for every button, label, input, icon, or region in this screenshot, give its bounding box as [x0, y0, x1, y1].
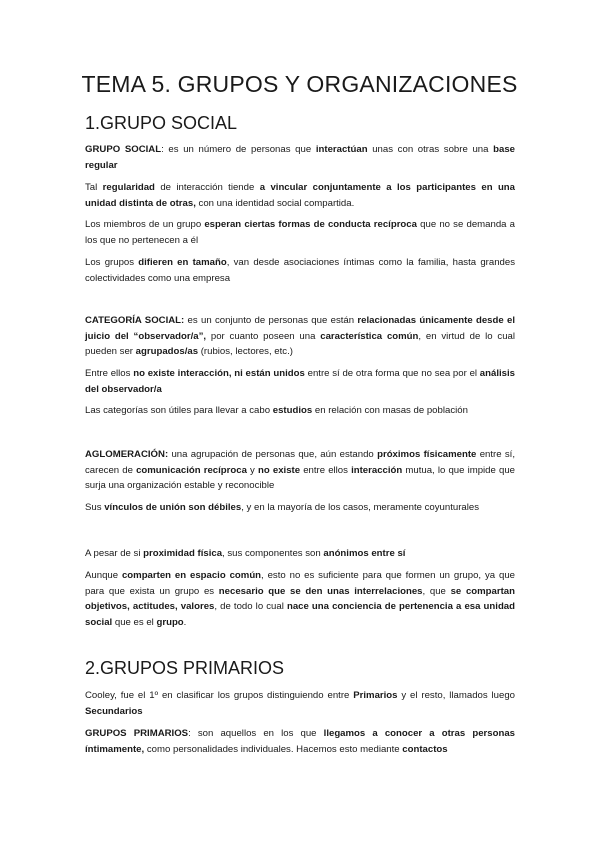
bold-text: Primarios: [353, 690, 398, 701]
section-heading-grupos-primarios: 2.GRUPOS PRIMARIOS: [85, 658, 285, 678]
bold-text: interacción: [351, 464, 403, 476]
bold-text: no existe interacción, ni están unidos: [133, 368, 305, 379]
bold-text: necesario que se den unas interrelaciones: [218, 585, 423, 597]
paragraph-no-interaccion: [85, 366, 515, 397]
text-run: entre sí de otra forma que no sea por el: [304, 368, 480, 379]
bold-text: regularidad: [102, 182, 155, 193]
paragraph-regularidad: [85, 180, 515, 211]
text-run: Cooley, fue el 1º en clasificar los grupos distinguiendo entre: [85, 690, 354, 701]
bold-text: nace una conciencia de pertenencia a esa unidad social: [85, 601, 515, 628]
text-run: : es un número de personas que: [161, 144, 316, 155]
text-run: entre ellos: [300, 464, 352, 476]
text-run: por cuanto poseen una: [206, 330, 321, 342]
bold-text: se compartan objetivos, actitudes, valores: [85, 585, 515, 612]
bold-text: análisis del observador/a: [85, 368, 515, 395]
bold-text: base regular: [85, 144, 515, 171]
bold-text: comparten en espacio común: [121, 570, 262, 581]
text-run: , de todo lo cual: [214, 601, 287, 612]
bold-text: Secundarios: [85, 705, 143, 717]
bold-text: a vincular conjuntamente a los participantes en una unidad distinta de otras,: [85, 182, 515, 209]
paragraph-aglomeracion: [85, 447, 515, 494]
bold-text: CATEGORÍA SOCIAL:: [85, 315, 185, 326]
paragraph-tamano: [85, 255, 515, 286]
bold-text: GRUPOS PRIMARIOS: [85, 728, 189, 739]
bold-text: estudios: [272, 405, 313, 416]
bold-text: anónimos entre sí: [323, 548, 406, 559]
bold-text: próximos físicamente: [377, 449, 477, 460]
text-run: es un conjunto de personas que están: [184, 315, 358, 326]
text-run: que no se demanda a los que no pertenecen a él: [85, 219, 516, 246]
bold-text: agrupados/as: [135, 346, 199, 357]
text-run: y el resto, llamados luego: [397, 690, 516, 701]
text-run: , sus componentes son: [222, 548, 324, 559]
paragraph-estudios: [85, 403, 515, 419]
document-title: TEMA 5. GRUPOS Y ORGANIZACIONES: [81, 71, 518, 97]
bold-text: llegamos a conocer a otras personas íntimamente,: [85, 728, 515, 755]
text-run: Entre ellos: [85, 368, 134, 379]
bold-text: interactúan: [315, 144, 368, 155]
bold-text: comunicación recíproca: [136, 464, 247, 476]
text-run: .: [183, 616, 187, 628]
bold-text: relacionadas únicamente desde el juicio del “observador/a”,: [85, 315, 516, 342]
bold-text: proximidad física: [143, 548, 223, 559]
bold-text: AGLOMERACIÓN:: [85, 449, 169, 460]
text-run: y: [246, 464, 258, 476]
paragraph-categoria-social: [85, 313, 515, 360]
text-run: una agrupación de personas que, aún estando: [168, 449, 378, 460]
text-run: (rubios, lectores, etc.): [198, 346, 293, 357]
bold-text: difieren en tamaño: [138, 257, 227, 268]
paragraph-espacio-comun: [85, 568, 515, 630]
text-run: Los miembros de un grupo: [85, 219, 205, 230]
paragraph-miembros: [85, 217, 515, 248]
bold-text: grupo: [156, 616, 184, 628]
text-run: , y en la mayoría de los casos, meramente coyunturales: [241, 502, 480, 513]
text-run: : son aquellos en los que: [188, 728, 324, 739]
text-run: con una identidad social compartida.: [195, 197, 355, 209]
text-run: mutua, lo que impide que surja una organización estable y reconocible: [85, 464, 515, 491]
bold-text: contactos: [402, 743, 448, 755]
text-run: Los grupos: [85, 257, 139, 268]
text-run: en relación con masas de población: [312, 405, 468, 416]
text-run: , van desde asociaciones íntimas como la familia, hasta grandes colectividades como una empresa: [85, 257, 515, 284]
text-run: , esto no es suficiente para que formen un grupo, ya que para que exista un grupo es: [85, 570, 515, 597]
text-run: , que: [422, 585, 451, 597]
bold-text: no existe: [258, 464, 301, 476]
text-run: , en virtud de lo cual pueden ser: [85, 330, 515, 357]
text-run: que es el: [112, 616, 157, 628]
text-run: como personalidades individuales. Hacemos esto mediante: [144, 743, 403, 755]
paragraph-grupos-primarios: [85, 726, 515, 757]
text-run: A pesar de si: [85, 548, 144, 559]
text-run: Aunque: [85, 570, 122, 581]
text-run: entre sí, carecen de: [85, 449, 516, 476]
bold-text: GRUPO SOCIAL: [85, 144, 162, 155]
paragraph-cooley: [85, 688, 515, 719]
paragraph-grupo-social: [85, 142, 515, 173]
section-heading-grupo-social: 1.GRUPO SOCIAL: [85, 113, 238, 133]
bold-text: vínculos de unión son débiles: [104, 502, 242, 513]
bold-text: característica común: [320, 330, 419, 342]
text-run: Tal: [85, 182, 103, 193]
text-run: Sus: [85, 502, 105, 513]
text-run: unas con otras sobre una: [367, 144, 494, 155]
bold-text: esperan ciertas formas de conducta recíproca: [204, 219, 417, 230]
text-run: de interacción tiende: [154, 182, 260, 193]
paragraph-vinculos: [85, 500, 515, 516]
paragraph-proximidad: [85, 546, 515, 562]
text-run: Las categorías son útiles para llevar a cabo: [85, 405, 273, 416]
